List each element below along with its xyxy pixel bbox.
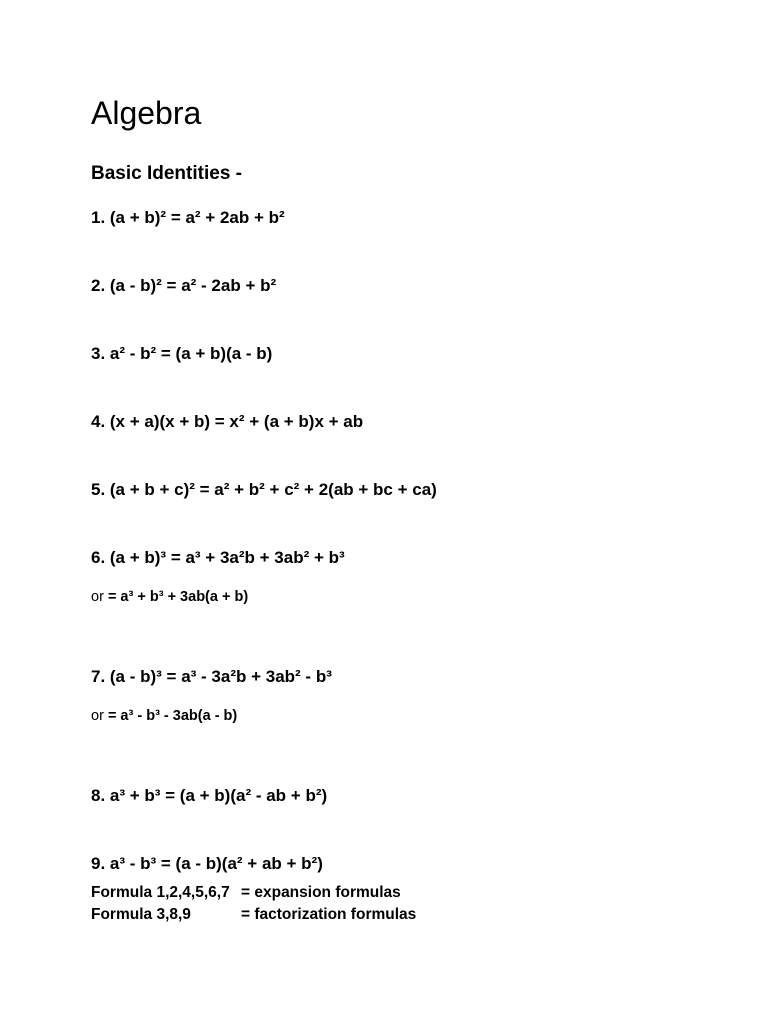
formula-6: 6. (a + b)³ = a³ + 3a²b + 3ab² + b³	[91, 548, 345, 567]
note-factorization-text: = factorization formulas	[241, 906, 417, 923]
formula-6-alternate	[91, 587, 248, 607]
formula-1: 1. (a + b)² = a² + 2ab + b²	[91, 208, 285, 227]
or-word: or	[91, 589, 104, 605]
formula-7-alternate	[91, 706, 237, 726]
section-heading: Basic Identities -	[91, 163, 242, 184]
formula-6-alt-expression: = a³ + b³ + 3ab(a + b)	[107, 589, 249, 605]
formula-5: 5. (a + b + c)² = a² + b² + c² + 2(ab + bc + ca)	[91, 480, 437, 499]
note-expansion-text: = expansion formulas	[241, 884, 401, 901]
formula-3: 3. a² - b² = (a + b)(a - b)	[91, 344, 273, 363]
or-word: or	[91, 708, 104, 724]
formula-7-alt-expression: = a³ - b³ - 3ab(a - b)	[107, 708, 238, 724]
formula-2: 2. (a - b)² = a² - 2ab + b²	[91, 276, 277, 295]
formula-7: 7. (a - b)³ = a³ - 3a²b + 3ab² - b³	[91, 667, 332, 686]
page-title: Algebra	[91, 95, 202, 131]
note-factorization	[91, 905, 417, 925]
formula-8: 8. a³ + b³ = (a + b)(a² - ab + b²)	[91, 786, 328, 805]
note-expansion	[91, 883, 401, 903]
note-expansion-label: Formula 1,2,4,5,6,7	[91, 884, 230, 901]
formula-4: 4. (x + a)(x + b) = x² + (a + b)x + ab	[91, 412, 364, 431]
note-factorization-label: Formula 3,8,9	[91, 906, 191, 923]
formula-9: 9. a³ - b³ = (a - b)(a² + ab + b²)	[91, 854, 323, 873]
